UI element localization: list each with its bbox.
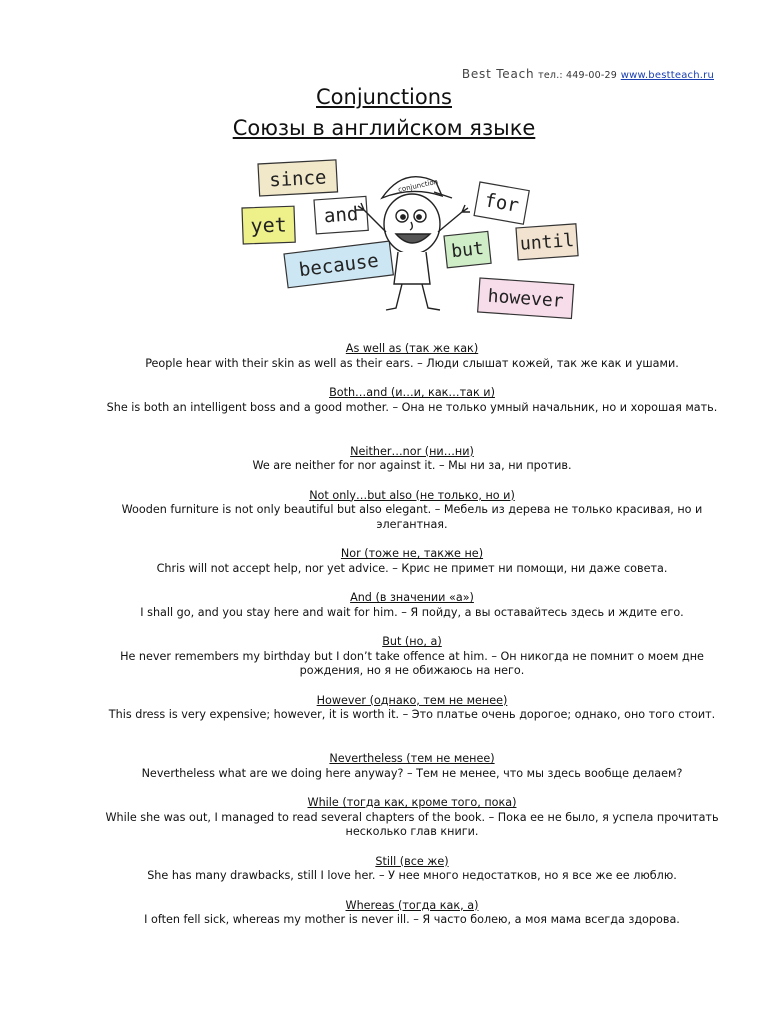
phone-number: тел.: 449-00-29 bbox=[538, 70, 617, 81]
header-contact-line bbox=[0, 67, 714, 81]
conjunction-example: People hear with their skin as well as their ears. – Люди слышат кожей, так же как и ушами. bbox=[145, 356, 679, 370]
conjunction-example: She has many drawbacks, still I love her. – У нее много недостатков, но я все же ее люблю. bbox=[147, 869, 677, 883]
conjunction-example: He never remembers my birthday but I don’t take offence at him. – Он никогда не помнит о моем дне рождения, но я не обижаюсь на него. bbox=[120, 649, 704, 678]
page-title: Conjunctions bbox=[316, 85, 452, 109]
word-for: for bbox=[482, 189, 521, 217]
conjunction-heading: Whereas (тогда как, а) bbox=[345, 898, 479, 912]
word-because: because bbox=[297, 249, 380, 282]
conjunction-heading: Neither…nor (ни…ни) bbox=[350, 444, 474, 458]
conjunction-example: I shall go, and you stay here and wait for him. – Я пойду, а вы оставайтесь здесь и ждите его. bbox=[140, 605, 684, 619]
word-card-for bbox=[474, 182, 529, 224]
conjunction-entry bbox=[100, 445, 724, 489]
conjunction-entry bbox=[100, 796, 724, 855]
conjunction-example: She is both an intelligent boss and a good mother. – Она не только умный начальник, но и хорошая мать. bbox=[106, 400, 718, 414]
conjunctions-list bbox=[100, 342, 724, 943]
word-card-and bbox=[314, 196, 368, 234]
word-until: until bbox=[519, 230, 575, 255]
word-yet: yet bbox=[250, 212, 288, 238]
conjunction-entry bbox=[100, 386, 724, 445]
word-card-but bbox=[444, 231, 491, 267]
conjunction-entry bbox=[100, 342, 724, 386]
conjunction-entry bbox=[100, 855, 724, 899]
brand-name: Best Teach bbox=[461, 67, 535, 81]
conjunction-entry bbox=[100, 752, 724, 796]
word-since: since bbox=[268, 166, 327, 192]
conjunction-example: This dress is very expensive; however, it is worth it. – Это платье очень дорогое; однако, оно того стоит. bbox=[108, 708, 716, 722]
conjunction-heading: Still (все же) bbox=[375, 854, 449, 868]
conjunction-heading: But (но, а) bbox=[382, 635, 442, 648]
conjunction-entry bbox=[100, 591, 724, 635]
word-card-because bbox=[284, 241, 393, 288]
word-card-however bbox=[478, 278, 574, 318]
conjunction-heading: Nevertheless (тем не менее) bbox=[329, 752, 495, 765]
conjunction-example: Wooden furniture is not only beautiful but also elegant. – Мебель из дерева не только красивая, но и элегантная. bbox=[121, 503, 703, 531]
word-card-until bbox=[516, 224, 578, 260]
conjunction-entry bbox=[100, 899, 724, 943]
word-card-yet bbox=[242, 206, 295, 244]
conjunction-example: Chris will not accept help, nor yet advice. – Крис не примет ни помощи, ни даже совета. bbox=[156, 561, 668, 575]
page-subtitle: Союзы в английском языке bbox=[232, 116, 536, 140]
conjunction-example: I often fell sick, whereas my mother is never ill. – Я часто болею, а моя мама всегда здорова. bbox=[144, 913, 680, 927]
word-however: however bbox=[487, 285, 565, 312]
conjunction-heading: Not only…but also (не только, но и) bbox=[309, 488, 515, 502]
conjunction-example: Nevertheless what are we doing here anyway? – Тем не менее, что мы здесь вообще делаем? bbox=[141, 766, 683, 780]
word-card-since bbox=[258, 160, 338, 196]
conjunctions-illustration bbox=[236, 152, 582, 322]
conjunction-entry bbox=[100, 694, 724, 753]
conjunction-heading: And (в значении «а») bbox=[350, 591, 474, 604]
conjunction-entry bbox=[100, 635, 724, 694]
conjunction-heading: Both…and (и…и, как…так и) bbox=[329, 386, 495, 399]
conjunction-heading: Nor (тоже не, также не) bbox=[340, 547, 484, 560]
conjunction-entry bbox=[100, 547, 724, 591]
word-but: but bbox=[450, 237, 485, 263]
conjunction-entry bbox=[100, 489, 724, 548]
word-and: and bbox=[323, 202, 360, 228]
conjunction-example: While she was out, I managed to read several chapters of the book. – Пока ее не было, я успела прочитать несколько глав книги. bbox=[105, 810, 719, 839]
mascot-cap-text: conjunction bbox=[397, 177, 439, 194]
conjunction-heading: While (тогда как, кроме того, пока) bbox=[307, 796, 517, 809]
conjunction-heading: However (однако, тем не менее) bbox=[316, 693, 508, 707]
conjunction-example: We are neither for nor against it. – Мы ни за, ни против. bbox=[252, 459, 572, 473]
conjunction-heading: As well as (так же как) bbox=[345, 342, 479, 355]
website-link[interactable]: www.bestteach.ru bbox=[620, 70, 714, 81]
